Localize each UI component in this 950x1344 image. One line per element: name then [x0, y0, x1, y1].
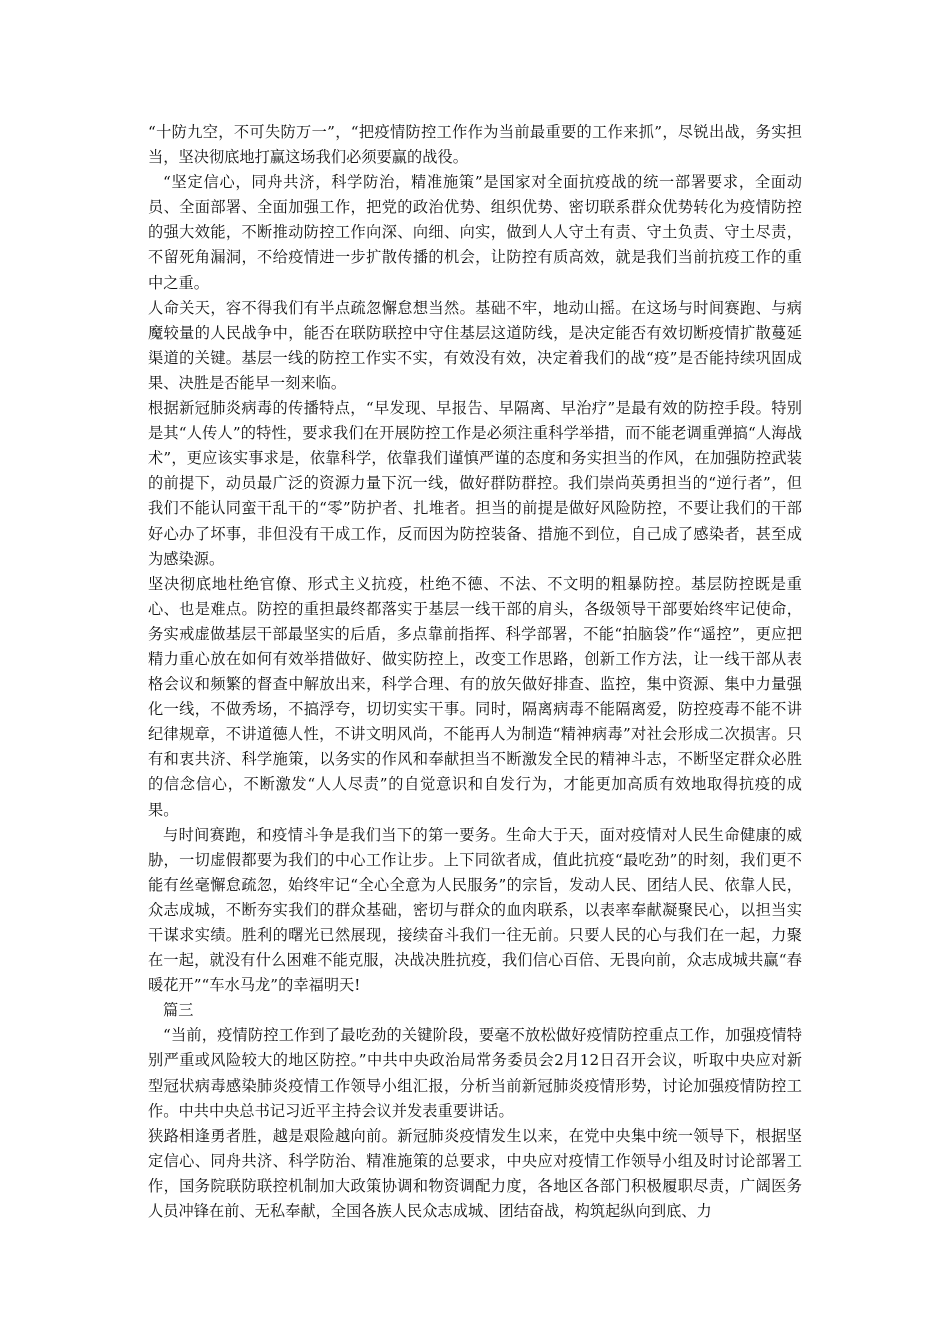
section-heading: 篇三: [163, 1001, 194, 1020]
paragraph-4: 根据新冠肺炎病毒的传播特点，“早发现、早报告、早隔离、早治疗”是最有效的防控手段。特别是其“人传人”的特性，要求我们在开展防控工作是必须注重科学举措，而不能老调重弹搞“人海战术”，更应该实事求是，依靠科学，依靠我们谨慎严谨的态度和务实担当的作风，在加强防控武装的前提下，动员最广泛的资源力量下沉一线，做好群防群控。我们崇尚英勇担当的“逆行者”，但我们不能认同蛮干乱干的“零”防护者、扎堆者。担当的前提是做好风险防控，不要让我们的干部好心办了坏事，非但没有干成工作，反而因为防控装备、措施不到位，自己成了感染者，甚至成为感染源。: [148, 399, 802, 568]
paragraph-6: 与时间赛跑，和疫情斗争是我们当下的第一要务。生命大于天，面对疫情对人民生命健康的威胁，一切虚假都要为我们的中心工作让步。上下同欲者成，值此抗疫“最吃劲”的时刻，我们更不能有丝毫懈怠疏忽，始终牢记“全心全意为人民服务”的宗旨，发动人民、团结人民、依靠人民，众志成城，不断夯实我们的群众基础，密切与群众的血肉联系，以表率奉献凝聚民心，以担当实干谋求实绩。胜利的曙光已然展现，接续奋斗我们一往无前。只要人民的心与我们在一起，力聚在一起，就没有什么困难不能克服，决战决胜抗疫，我们信心百倍、无畏向前，众志成城共赢“春暖花开”“车水马龙”的幸福明天!: [148, 825, 802, 995]
document-body: [148, 120, 802, 1224]
paragraph-8: 狭路相逢勇者胜，越是艰险越向前。新冠肺炎疫情发生以来，在党中央集中统一领导下，根据坚定信心、同舟共济、科学防治、精准施策的总要求，中央应对疫情工作领导小组及时讨论部署工作，国务院联防联控机制加大政策协调和物资调配力度，各地区各部门积极履职尽责，广阔医务人员冲锋在前、无私奉献，全国各族人民众志成城、团结奋战，构筑起纵向到底、力: [148, 1126, 802, 1221]
paragraph-3: 人命关天，容不得我们有半点疏忽懈怠想当然。基础不牢，地动山摇。在这场与时间赛跑、与病魔较量的人民战争中，能否在联防联控中守住基层这道防线，是决定能否有效切断疫情扩散蔓延渠道的关键。基层一线的防控工作实不实，有效没有效，决定着我们的战“疫”是否能持续巩固成果、决胜是否能早一刻来临。: [148, 298, 802, 392]
paragraph-7: “当前，疫情防控工作到了最吃劲的关键阶段，要毫不放松做好疫情防控重点工作，加强疫情特别严重或风险较大的地区防控。”中共中央政治局常务委员会2月12日召开会议，听取中央应对新型冠状病毒感染肺炎疫情工作领导小组汇报，分析当前新冠肺炎疫情形势，讨论加强疫情防控工作。中共中央总书记习近平主持会议并发表重要讲话。: [148, 1026, 802, 1120]
paragraph-2: “坚定信心，同舟共济，科学防治，精准施策”是国家对全面抗疫战的统一部署要求，全面动员、全面部署、全面加强工作，把党的政治优势、组织优势、密切联系群众优势转化为疫情防控的强大效能，不断推动防控工作向深、向细、向实，做到人人守土有责、守土负责、守土尽责，不留死角漏洞，不给疫情进一步扩散传播的机会，让防控有质高效，就是我们当前抗疫工作的重中之重。: [148, 173, 802, 292]
paragraph-5: 坚决彻底地杜绝官僚、形式主义抗疫，杜绝不德、不法、不文明的粗暴防控。基层防控既是重心、也是难点。防控的重担最终都落实于基层一线干部的肩头，各级领导干部要始终牢记使命，务实戒虚做基层干部最坚实的后盾，多点靠前指挥、科学部署，不能“拍脑袋”作“遥控”，更应把精力重心放在如何有效举措做好、做实防控上，改变工作思路，创新工作方法，让一线干部从表格会议和频繁的督查中解放出来，科学合理、有的放矢做好排查、监控，集中资源、集中力量强化一线，不做秀场，不搞浮夸，切切实实干事。同时，隔离病毒不能隔离爱，防控疫毒不能不讲纪律规章，不讲道德人性，不讲文明风尚，不能再人为制造“精神病毒”对社会形成二次损害。只有和衷共济、科学施策，以务实的作风和奉献担当不断激发全民的精神斗志，不断坚定群众必胜的信念信心，不断激发“人人尽责”的自觉意识和自发行为，才能更加高质有效地取得抗疫的成果。: [148, 574, 802, 819]
paragraph-1: “十防九空，不可失防万一”，“把疫情防控工作作为当前最重要的工作来抓”，尽锐出战，务实担当，坚决彻底地打赢这场我们必须要赢的战役。: [148, 123, 802, 167]
